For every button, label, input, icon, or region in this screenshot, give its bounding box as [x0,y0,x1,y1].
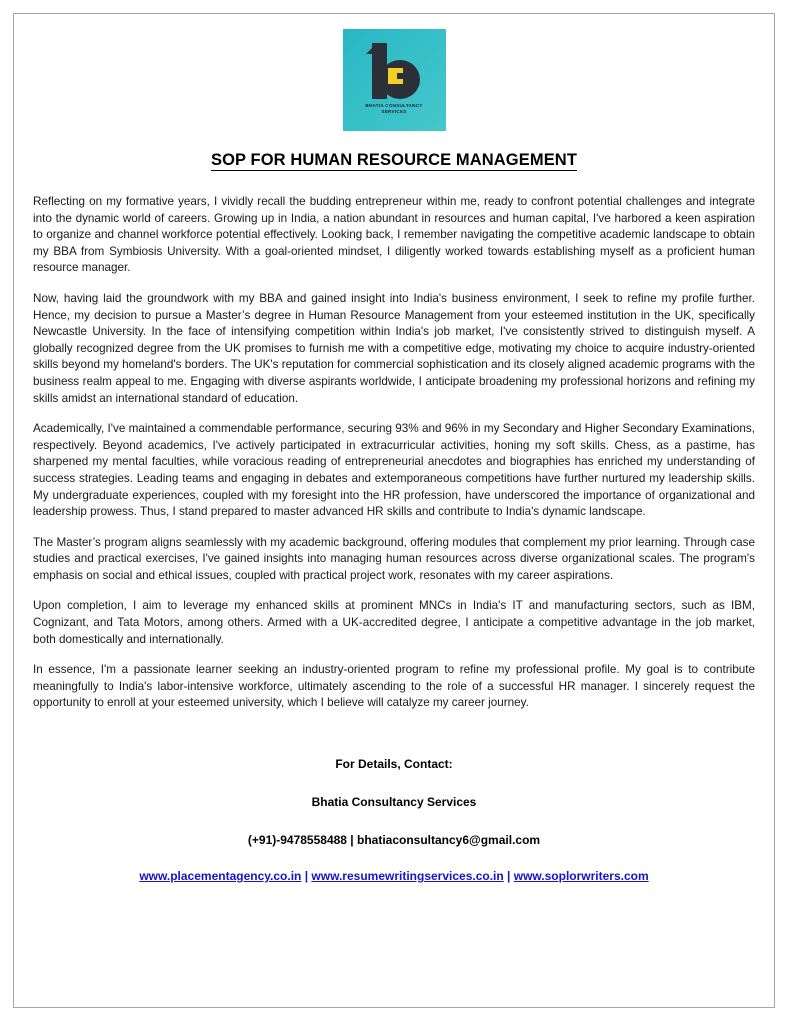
document-footer [33,756,755,884]
body-paragraph: Upon completion, I aim to leverage my enhanced skills at prominent MNCs in India's IT and manufacturing sectors, such as IBM, Cognizant, and Tata Motors, among others. Armed with a UK-accredited degree, I anticipate a competitive advantage in the job market, both domestically and internationally. [33,599,755,646]
company-logo-icon [343,29,446,131]
footer-link-resumewritingservices[interactable]: www.resumewritingservices.co.in [311,869,504,884]
body-paragraph: The Master’s program aligns seamlessly with my academic background, offering modules that complement my prior learning. Through case studies and practical exercises, I've gained insights into managing human resources across diverse organizational scales. The program's emphasis on social and ethical issues, coupled with practical project work, resonates with my career aspirations. [33,535,755,582]
footer-links [33,868,755,884]
logo-text-line-2: SERVICES [381,108,407,114]
body-paragraph: Reflecting on my formative years, I vividly recall the budding entrepreneur within me, ready to confront potential challenges and integrate into the dynamic world of careers. Growing up in India, a nation abundant in resources and human capital, I've harbored a keen aspiration to organize and channel workforce potential effectively. Looking back, I remember navigating the competitive academic landscape to obtain my BBA from Symbiosis University. With a goal-oriented mindset, I diligently worked towards establishing myself as a proficient human resource manager. [33,195,755,275]
footer-link-separator: | [503,869,514,884]
logo-company-text [343,103,446,115]
logo-text-line-1: BHATIA CONSULTANCY [365,102,423,108]
footer-contact-heading: For Details, Contact: [335,757,453,772]
logo-accent-shape [388,68,403,84]
document-page [13,13,775,1008]
page-title [33,151,755,170]
body-paragraph: In essence, I'm a passionate learner seeking an industry-oriented program to refine my professional profile. My goal is to contribute meaningfully to India's labor-intensive workforce, ultimately ascending to the role of a successful HR manager. I sincerely request the opportunity to enroll at your esteemed university, which I believe will catalyze my career journey. [33,663,755,710]
logo-b-glyph [366,43,422,99]
footer-contact-details: (+91)-9478558488 | bhatiaconsultancy6@gmail.com [247,833,541,848]
body-paragraph: Academically, I've maintained a commendable performance, securing 93% and 96% in my Secondary and Higher Secondary Examinations, respectively. Beyond academics, I've actively participated in extracurricular activities, honing my soft skills. Chess, as a pastime, has sharpened my mental faculties, while voracious reading of entrepreneurial anecdotes and biographies has enriched my understanding of success strategies. Leading teams and engaging in debates and extemporaneous competitions have further nurtured my leadership skills. My undergraduate experiences, coupled with my foresight into the HR profession, have underscored the importance of organizational and leadership prowess. Thus, I stand prepared to master advanced HR skills and contribute to India's dynamic landscape. [33,422,755,519]
page-title-text: SOP FOR HUMAN RESOURCE MANAGEMENT [210,151,577,169]
footer-link-separator: | [301,869,312,884]
footer-link-soplorwriters[interactable]: www.soplorwriters.com [513,869,649,884]
logo-letter-mark [343,42,446,100]
body-paragraph: Now, having laid the groundwork with my BBA and gained insight into India's business environment, I seek to refine my profile further. Hence, my decision to pursue a Master’s degree in Human Resource Management from your esteemed institution in the UK, specifically Newcastle University. In the face of intensifying competition within India's job market, I've consistently strived to distinguish myself. A globally recognized degree from the UK promises to furnish me with a competitive edge, motivating my choice to acquire industry-oriented skills beyond my homeland's borders. The UK's reputation for commercial sophistication and its closely aligned academic programs with the business realm appeal to me. Engaging with diverse aspirants worldwide, I anticipate broadening my professional horizons and refining my skills amidst an international standard of education. [33,291,755,405]
footer-link-placementagency[interactable]: www.placementagency.co.in [139,869,302,884]
page-content [33,20,755,884]
document-body [33,194,755,712]
footer-company-name: Bhatia Consultancy Services [311,795,477,810]
logo-container [33,20,755,131]
